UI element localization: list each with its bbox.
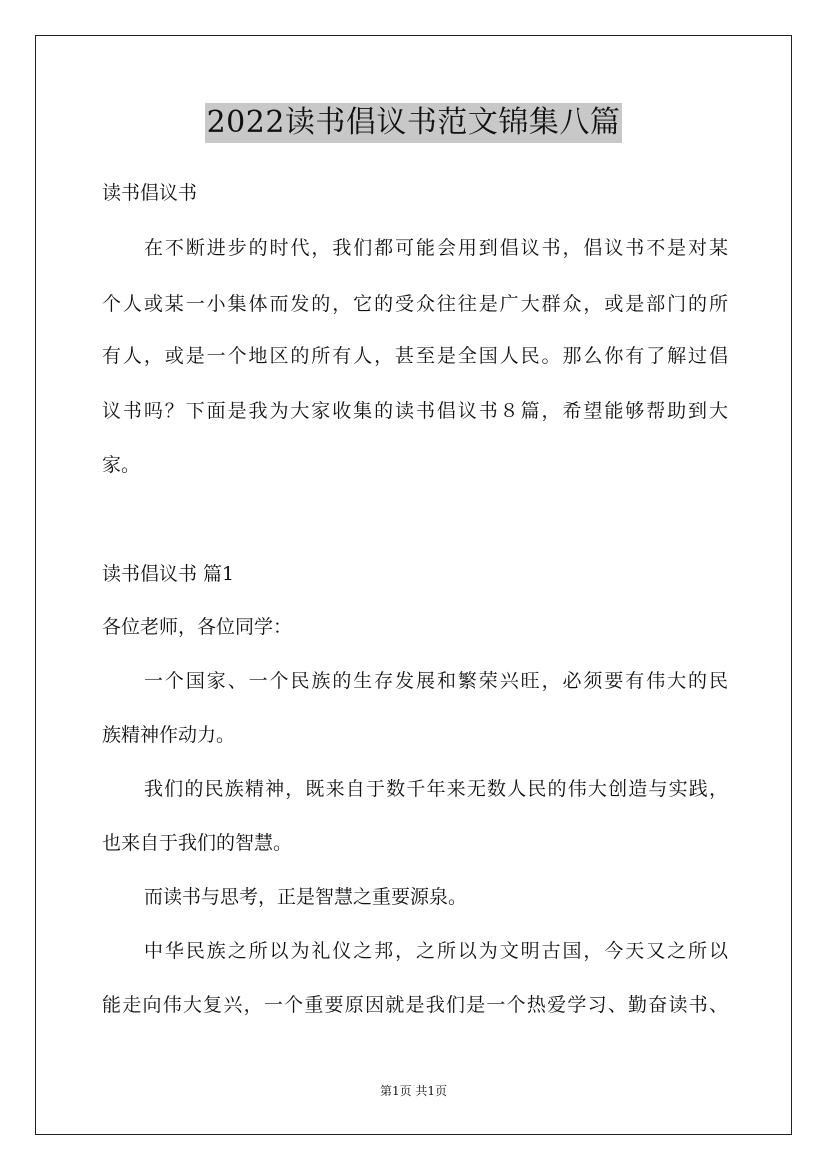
paragraph-line: 一个国家、一个民族的生存发展和繁荣兴旺，必须要有伟大的民 — [144, 670, 728, 692]
paragraph-line: 议书吗？下面是我为大家收集的读书倡议书８篇，希望能够帮助到大 — [102, 400, 728, 422]
paragraph-line: 也来自于我们的智慧。 — [102, 832, 293, 854]
paragraph-line: 而读书与思考，正是智慧之重要源泉。 — [144, 886, 468, 908]
paragraph-line: 族精神作动力。 — [102, 724, 236, 746]
salutation: 各位老师，各位同学： — [102, 616, 293, 638]
paragraph-line: 能走向伟大复兴，一个重要原因就是我们是一个热爱学习、勤奋读书、 — [102, 994, 728, 1016]
title-container — [0, 103, 827, 143]
paragraph-line: 中华民族之所以为礼仪之邦，之所以为文明古国，今天又之所以 — [144, 940, 728, 962]
paragraph-line: 我们的民族精神，既来自于数千年来无数人民的伟大创造与实践， — [144, 778, 728, 800]
paragraph-line: 家。 — [102, 454, 141, 476]
paragraph-line: 个人或某一小集体而发的，它的受众往往是广大群众，或是部门的所 — [102, 293, 728, 315]
section-heading: 读书倡议书 — [102, 182, 198, 204]
document-title: 2022读书倡议书范文锦集八篇 — [205, 103, 623, 143]
paragraph-line: 有人，或是一个地区的所有人，甚至是全国人民。那么你有了解过倡 — [102, 345, 728, 367]
section-heading: 读书倡议书 篇1 — [102, 563, 235, 585]
paragraph-line: 在不断进步的时代，我们都可能会用到倡议书，倡议书不是对某 — [144, 237, 728, 259]
page-footer: 第1页 共1页 — [379, 1084, 448, 1098]
